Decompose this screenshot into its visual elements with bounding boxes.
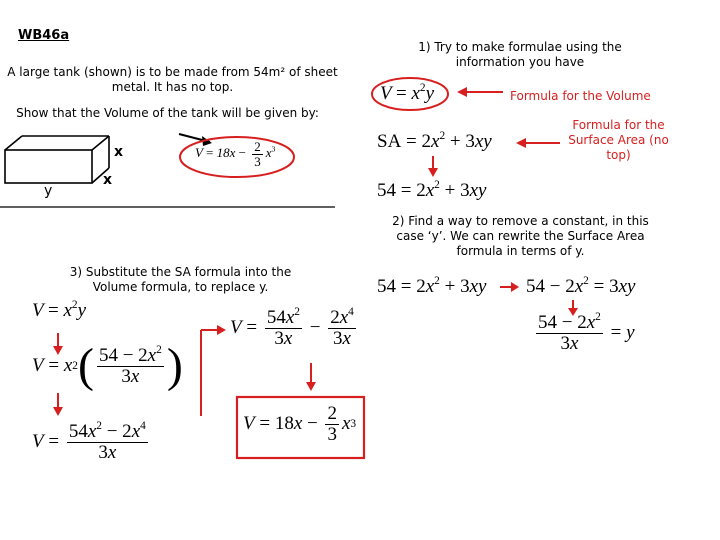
dimension-x-side: x [103, 172, 113, 188]
step3-eq-volume: $V = x^2y$ [32, 299, 87, 321]
given-volume-formula: V = 18x − $\frac{2}{3}$ $x^3$ [195, 139, 276, 169]
volume-formula: $V = x^2y$ [380, 82, 435, 104]
dimension-x-top: x [114, 144, 124, 160]
step1-text: 1) Try to make formulae using the information you have [418, 40, 622, 69]
show-that-text: Show that the Volume of the tank will be given by: [16, 106, 319, 120]
step3-eq-expanded: V = $\frac{54x^2 - 2x^4}{3x}$ [32, 420, 146, 463]
label-volume-formula: Formula for the Volume [510, 89, 651, 103]
worksheet-title: WB46a [18, 28, 70, 43]
dimension-y: y [44, 183, 53, 199]
problem-statement: A large tank (shown) is to be made from 54m² of sheet metal. It has no top. [7, 65, 338, 94]
step3-eq-substituted: V = x 2 ( $\frac{54 - 2x^2}{3x}$ ) [32, 339, 183, 392]
step2-text: 2) Find a way to remove a constant, in this case ‘y’. We can rewrite the Surface Area formula in terms of y. [392, 214, 649, 258]
surface-area-equals-54: $54 = 2x^2 + 3xy$ [377, 179, 487, 201]
final-volume-formula: V = 18 x − $\frac{2}{3}$ x 3 [243, 403, 357, 445]
step3-text: 3) Substitute the SA formula into the Volume formula, to replace y. [69, 265, 292, 294]
step2-eq-original: $54 = 2x^2 + 3xy$ [377, 275, 487, 297]
step3-eq-split: V = $\frac{54x^2}{3x}$ − $\frac{2x^4}{3x}$ [230, 306, 354, 349]
surface-area-formula: SA = $2x^2 + 3xy$ [377, 130, 492, 152]
step2-eq-y: $\frac{54 - 2x^2}{3x}$ = y [538, 311, 635, 354]
label-surface-area-formula: Formula for the Surface Area (no top) [568, 118, 669, 162]
step2-eq-rearranged: $54 - 2x^2 = 3xy$ [526, 275, 636, 297]
